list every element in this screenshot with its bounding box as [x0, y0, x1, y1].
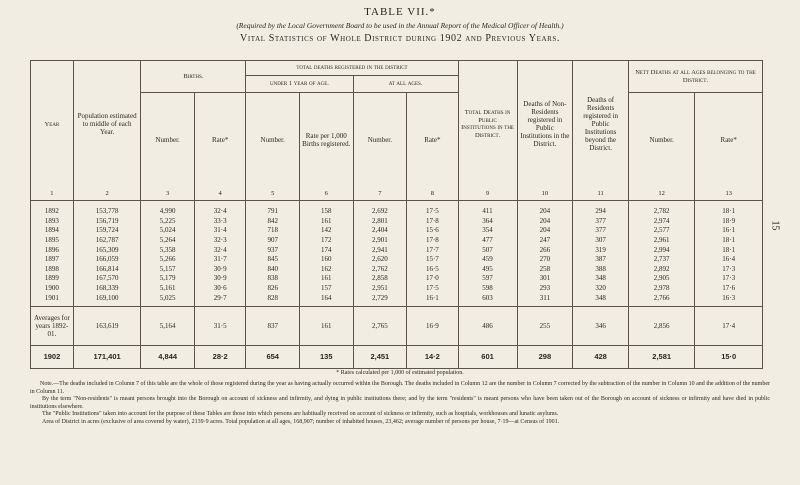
table-cell: 348 [573, 274, 629, 284]
averages-cell: 31·5 [194, 307, 245, 346]
table-row [31, 216, 763, 226]
table-cell: 907 [246, 235, 300, 245]
table-cell: 31·7 [194, 254, 245, 264]
column-number: 5 [246, 188, 300, 201]
averages-cell: 163,619 [73, 307, 141, 346]
header-non-residents: Deaths of Non-Residents registered in Public Institutions in the District. [517, 61, 573, 188]
year-1902-cell: 28·2 [194, 346, 245, 369]
table-cell: 17·8 [407, 216, 458, 226]
table-row [31, 235, 763, 245]
table-cell: 172 [299, 235, 353, 245]
table-cell: 1895 [31, 235, 74, 245]
table-cell: 2,901 [353, 235, 407, 245]
table-cell: 5,024 [141, 226, 195, 236]
table-cell: 495 [458, 264, 517, 274]
table-row [31, 264, 763, 274]
table-cell: 2,974 [628, 216, 694, 226]
table-row [31, 200, 763, 216]
note-paragraph: Area of District in acres (exclusive of area covered by water), 2139·9 acres. Total population at all ages, 168,907; number of inhabited houses, 23,462; average number of persons per house, 7·19—at Census of 1901. [42, 418, 560, 425]
table-cell: 166,059 [73, 254, 141, 264]
table-cell: 2,978 [628, 283, 694, 293]
table-cell: 17·5 [407, 200, 458, 216]
averages-cell: 161 [299, 307, 353, 346]
table-cell: 5,161 [141, 283, 195, 293]
table-cell: 845 [246, 254, 300, 264]
table-cell: 157 [299, 283, 353, 293]
table-cell: 2,941 [353, 245, 407, 255]
header-births-number: Number. [141, 93, 195, 188]
table-cell: 838 [246, 274, 300, 284]
table-cell: 158 [299, 200, 353, 216]
header-nett-deaths: Nett Deaths at all Ages belonging to the District. [628, 61, 762, 93]
table-cell: 16·3 [695, 293, 763, 307]
table-cell: 598 [458, 283, 517, 293]
averages-cell: 837 [246, 307, 300, 346]
table-cell: 270 [517, 254, 573, 264]
column-number: 1 [31, 188, 74, 201]
header-total-deaths-registered: total deaths registered in the district [246, 61, 458, 76]
year-1902-cell: 298 [517, 346, 573, 369]
table-cell: 162 [299, 264, 353, 274]
table-cell: 156,719 [73, 216, 141, 226]
table-cell: 2,620 [353, 254, 407, 264]
table-cell: 29·7 [194, 293, 245, 307]
table-cell: 15·6 [407, 226, 458, 236]
table-cell: 168,339 [73, 283, 141, 293]
table-cell: 2,729 [353, 293, 407, 307]
header-under-1: under 1 year of age. [246, 76, 353, 93]
table-cell: 1893 [31, 216, 74, 226]
table-row [31, 293, 763, 307]
table-cell: 2,737 [628, 254, 694, 264]
notes-section [30, 381, 770, 426]
table-cell: 1897 [31, 254, 74, 264]
table-cell: 5,179 [141, 274, 195, 284]
table-cell: 16·4 [695, 254, 763, 264]
header-under1-rate: Rate per 1,000 Births registered. [299, 93, 353, 188]
table-cell: 293 [517, 283, 573, 293]
year-1902-cell: 2,581 [628, 346, 694, 369]
table-cell: 247 [517, 235, 573, 245]
table-row [31, 226, 763, 236]
table-cell: 2,782 [628, 200, 694, 216]
header-nett-number: Number. [628, 93, 694, 188]
header-year: Year [31, 61, 74, 188]
year-1902-cell: 135 [299, 346, 353, 369]
table-cell: 17·8 [407, 235, 458, 245]
table-cell: 5,264 [141, 235, 195, 245]
table-subtitle: (Required by the Local Government Board to be used in the Annual Report of the Medical Officer of Health.) [236, 21, 564, 30]
header-births: Births. [141, 61, 246, 93]
column-number: 11 [573, 188, 629, 201]
table-cell: 18·1 [695, 235, 763, 245]
table-cell: 169,100 [73, 293, 141, 307]
table-cell: 30·9 [194, 264, 245, 274]
table-cell: 160 [299, 254, 353, 264]
table-cell: 826 [246, 283, 300, 293]
averages-cell: 346 [573, 307, 629, 346]
table-cell: 142 [299, 226, 353, 236]
table-cell: 354 [458, 226, 517, 236]
averages-cell: 17·4 [695, 307, 763, 346]
table-cell: 153,778 [73, 200, 141, 216]
header-residents-beyond: Deaths of Residents registered in Public Institutions beyond the District. [573, 61, 629, 188]
note-paragraph: By the term "Non-residents" is meant persons brought into the Borough on account of sickness and infirmity, and dying in public institutions there; and by the term "residents" is meant persons who have been taken out of the Borough on account of sickness or infirmity and have died in public institutions elsewhere. [30, 396, 770, 410]
table-cell: 32·4 [194, 245, 245, 255]
table-cell: 320 [573, 283, 629, 293]
column-number: 13 [695, 188, 763, 201]
table-cell: 294 [573, 200, 629, 216]
table-cell: 32·4 [194, 200, 245, 216]
table-cell: 301 [517, 274, 573, 284]
column-number: 8 [407, 188, 458, 201]
table-cell: 167,570 [73, 274, 141, 284]
table-cell: 32·3 [194, 235, 245, 245]
table-cell: 4,990 [141, 200, 195, 216]
table-cell: 165,309 [73, 245, 141, 255]
table-cell: 204 [517, 216, 573, 226]
table-cell: 2,961 [628, 235, 694, 245]
table-cell: 2,951 [353, 283, 407, 293]
column-number: 2 [73, 188, 141, 201]
table-cell: 718 [246, 226, 300, 236]
header-population: Population estimated to middle of each Year. [73, 61, 141, 188]
averages-cell: 2,856 [628, 307, 694, 346]
column-number: 12 [628, 188, 694, 201]
table-cell: 33·3 [194, 216, 245, 226]
rates-footnote: * Rates calculated per 1,000 of estimated population. [336, 370, 464, 376]
table-cell: 30·6 [194, 283, 245, 293]
table-cell: 16·1 [695, 226, 763, 236]
table-cell: 5,157 [141, 264, 195, 274]
table-title: TABLE VII.* [364, 6, 436, 18]
table-cell: 17·3 [695, 274, 763, 284]
table-cell: 2,994 [628, 245, 694, 255]
table-cell: 1894 [31, 226, 74, 236]
table-cell: 1900 [31, 283, 74, 293]
table-cell: 162,787 [73, 235, 141, 245]
table-cell: 477 [458, 235, 517, 245]
page-number: 15 [769, 220, 781, 231]
column-number: 9 [458, 188, 517, 201]
year-1902-cell: 654 [246, 346, 300, 369]
table-cell: 5,025 [141, 293, 195, 307]
note-paragraph: The "Public Institutions" taken into account for the purpose of these Tables are those into which persons are habitually received on account of sickness or infirmity, such as hospitals, workhouses and lunatic asylums. [42, 411, 559, 417]
year-1902-cell: 14·2 [407, 346, 458, 369]
header-nett-rate: Rate* [695, 93, 763, 188]
year-1902-cell: 1902 [31, 346, 74, 369]
table-cell: 603 [458, 293, 517, 307]
table-row [31, 245, 763, 255]
table-cell: 159,724 [73, 226, 141, 236]
table-cell: 17·5 [407, 283, 458, 293]
table-cell: 1896 [31, 245, 74, 255]
table-cell: 597 [458, 274, 517, 284]
table-cell: 17·3 [695, 264, 763, 274]
table-cell: 388 [573, 264, 629, 274]
table-cell: 204 [517, 226, 573, 236]
table-cell: 30·9 [194, 274, 245, 284]
table-cell: 17·0 [407, 274, 458, 284]
averages-cell: 255 [517, 307, 573, 346]
table-cell: 2,577 [628, 226, 694, 236]
header-allages-rate: Rate* [407, 93, 458, 188]
table-row [31, 283, 763, 293]
table-cell: 319 [573, 245, 629, 255]
averages-label: Averages for years 1892-01. [31, 307, 74, 346]
table-cell: 31·4 [194, 226, 245, 236]
table-cell: 1898 [31, 264, 74, 274]
table-cell: 507 [458, 245, 517, 255]
table-cell: 17·7 [407, 245, 458, 255]
column-number: 6 [299, 188, 353, 201]
table-cell: 828 [246, 293, 300, 307]
year-1902-cell: 171,401 [73, 346, 141, 369]
table-cell: 2,762 [353, 264, 407, 274]
averages-cell: 2,765 [353, 307, 407, 346]
table-cell: 364 [458, 216, 517, 226]
header-allages-number: Number. [353, 93, 407, 188]
header-total-deaths-institutions: Total Deaths in Public Institutions in the District. [458, 61, 517, 188]
table-cell: 161 [299, 274, 353, 284]
year-1902-cell: 2,451 [353, 346, 407, 369]
table-cell: 1901 [31, 293, 74, 307]
year-1902-cell: 4,844 [141, 346, 195, 369]
table-cell: 459 [458, 254, 517, 264]
table-cell: 17·6 [695, 283, 763, 293]
column-number: 3 [141, 188, 195, 201]
vital-statistics-table [30, 60, 763, 369]
table-cell: 166,814 [73, 264, 141, 274]
table-cell: 377 [573, 226, 629, 236]
table-cell: 937 [246, 245, 300, 255]
averages-row [31, 307, 763, 346]
table-cell: 5,358 [141, 245, 195, 255]
table-cell: 2,766 [628, 293, 694, 307]
table-cell: 2,905 [628, 274, 694, 284]
table-cell: 1899 [31, 274, 74, 284]
year-1902-cell: 428 [573, 346, 629, 369]
table-cell: 842 [246, 216, 300, 226]
header-births-rate: Rate* [194, 93, 245, 188]
header-under1-number: Number. [246, 93, 300, 188]
table-cell: 266 [517, 245, 573, 255]
table-cell: 164 [299, 293, 353, 307]
table-cell: 258 [517, 264, 573, 274]
table-cell: 348 [573, 293, 629, 307]
table-cell: 840 [246, 264, 300, 274]
table-cell: 2,801 [353, 216, 407, 226]
table-row [31, 254, 763, 264]
table-cell: 791 [246, 200, 300, 216]
table-cell: 411 [458, 200, 517, 216]
table-cell: 2,892 [628, 264, 694, 274]
table-heading: Vital Statistics of Whole District during 1902 and Previous Years. [240, 33, 560, 44]
averages-cell: 486 [458, 307, 517, 346]
year-1902-cell: 601 [458, 346, 517, 369]
header-all-ages: at all ages. [353, 76, 458, 93]
table-cell: 2,404 [353, 226, 407, 236]
table-cell: 16·5 [407, 264, 458, 274]
table-cell: 174 [299, 245, 353, 255]
table-cell: 204 [517, 200, 573, 216]
table-cell: 18·9 [695, 216, 763, 226]
table-cell: 387 [573, 254, 629, 264]
table-cell: 311 [517, 293, 573, 307]
column-number: 4 [194, 188, 245, 201]
table-cell: 15·7 [407, 254, 458, 264]
table-cell: 307 [573, 235, 629, 245]
averages-cell: 16·9 [407, 307, 458, 346]
table-cell: 377 [573, 216, 629, 226]
column-number: 7 [353, 188, 407, 201]
table-row [31, 274, 763, 284]
table-cell: 2,692 [353, 200, 407, 216]
table-cell: 161 [299, 216, 353, 226]
column-number: 10 [517, 188, 573, 201]
table-cell: 2,858 [353, 274, 407, 284]
table-cell: 1892 [31, 200, 74, 216]
table-cell: 5,225 [141, 216, 195, 226]
year-1902-cell: 15·0 [695, 346, 763, 369]
table-cell: 18·1 [695, 245, 763, 255]
averages-cell: 5,164 [141, 307, 195, 346]
table-cell: 18·1 [695, 200, 763, 216]
table-cell: 5,266 [141, 254, 195, 264]
note-paragraph: Note.—The deaths included in Column 7 of this table are the whole of those registered during the year as having actually occurred within the Borough. The deaths included in Column 12 are the number in Column 7 corrected by the subtraction of the number in Column 10 and the addition of the number in Column 11. [30, 381, 770, 395]
year-1902-row [31, 346, 763, 369]
table-cell: 16·1 [407, 293, 458, 307]
